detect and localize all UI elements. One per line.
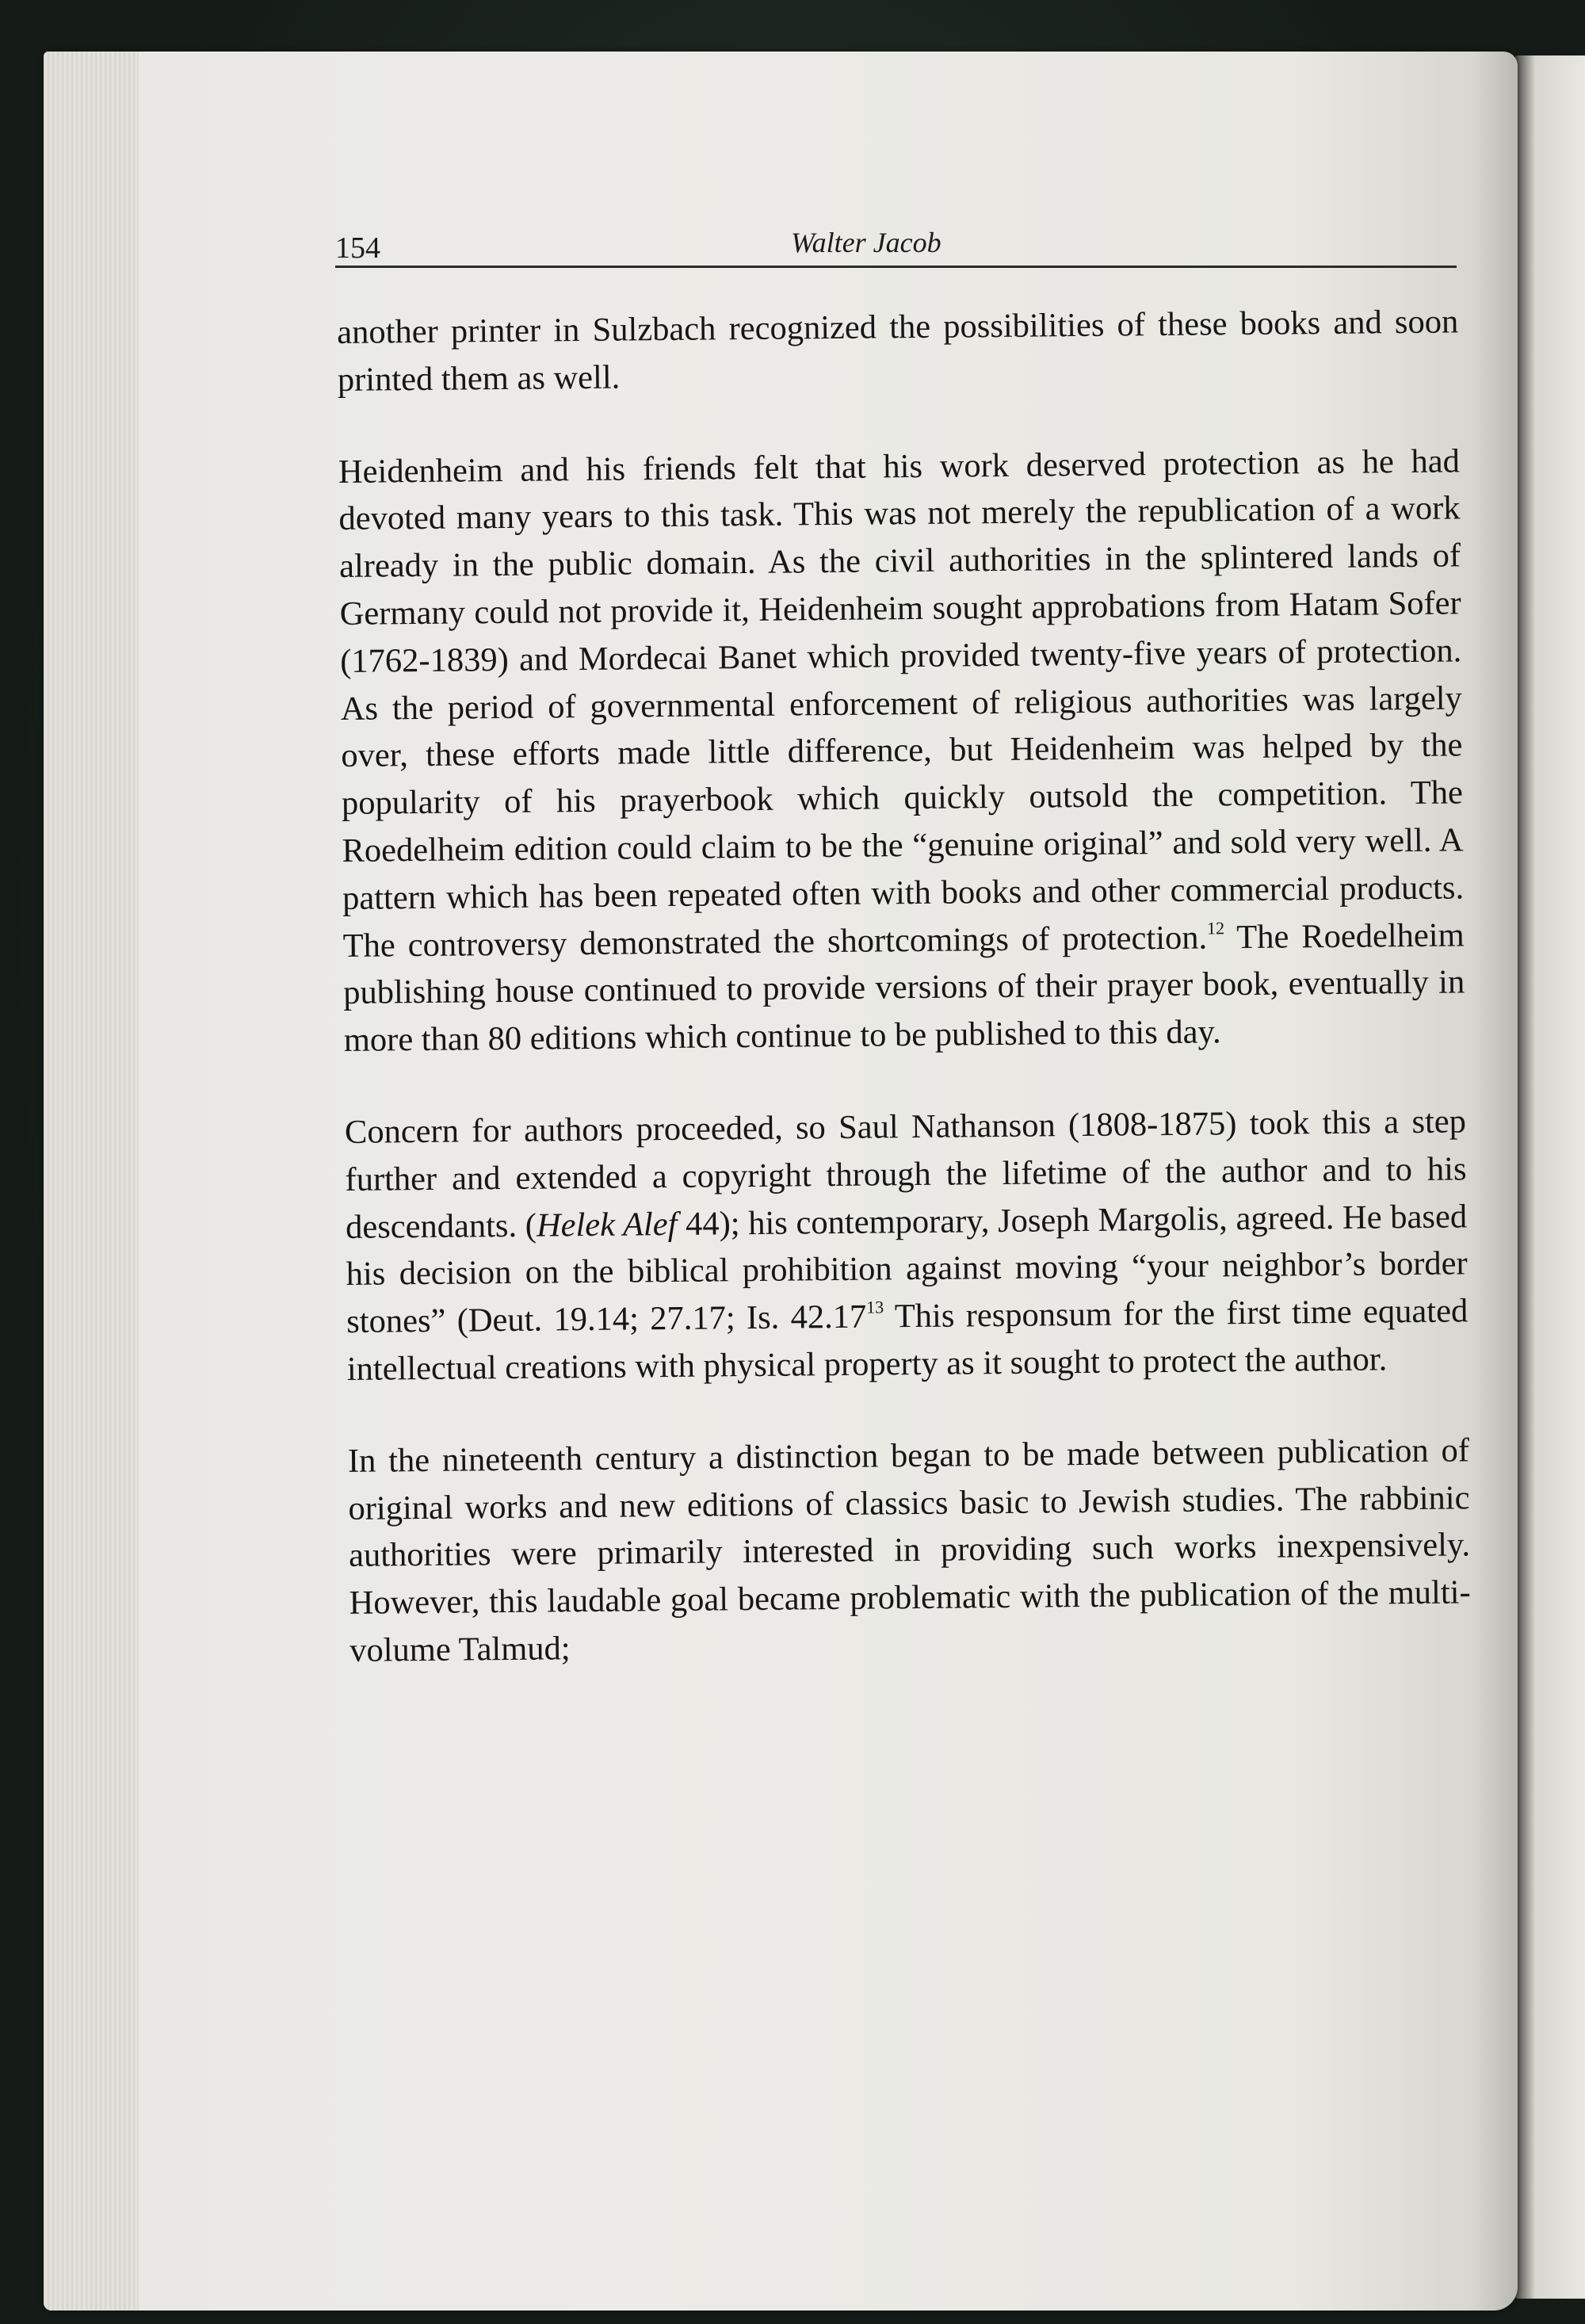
paragraph-2-text-after: The Roedelheim publishing house continued to provide versions of their prayer book, eventually in more than 80 editions which continue to be published to this day. — [343, 915, 1465, 1060]
paragraph-1 — [337, 298, 1459, 403]
paragraph-3-text: Concern for authors proceeded, so Saul Nathanson (1808-1875) took this a step further and extended a copyright through the lifetime of the author and to his descendants. ( — [344, 1103, 1467, 1246]
paragraph-3-text-after2: This responsum for the first time equated intellectual creations with physical property as it sought to protect the author. — [346, 1292, 1469, 1388]
running-title: Walter Jacob — [791, 227, 941, 258]
paragraph-3 — [345, 1098, 1469, 1393]
page-stack-edges — [44, 52, 139, 2311]
page-number: 154 — [335, 231, 380, 265]
body-text — [337, 298, 1472, 1718]
paragraph-1-text: another printer in Sulzbach recognized the possibilities of these books and soon printed them as well. — [337, 303, 1459, 399]
running-head — [335, 226, 1457, 268]
paragraph-4-text: In the nineteenth century a distinction began to be made between publication of original works and new editions of classics basic to Jewish studies. The rabbinic authorities were primarily interested in providing such works inexpensively. However, this laudable goal became problematic with the publication of the multi-volume Talmud; — [347, 1431, 1471, 1669]
next-page-edge — [1514, 55, 1585, 2299]
paragraph-3-text-after: 44); his contemporary, Joseph Margolis, agreed. He based his decision on the biblical prohibition against moving “your neighbor’s border stones” (Deut. 19.14; 27.17; Is. 42.17 — [346, 1197, 1468, 1341]
paragraph-4 — [348, 1427, 1472, 1675]
paragraph-3-italic-title: Helek Alef — [536, 1205, 678, 1244]
footnote-marker-13: 13 — [866, 1297, 884, 1317]
footnote-marker-12: 12 — [1206, 917, 1225, 938]
paragraph-2-text: Heidenheim and his friends felt that his work deserved protection as he had devoted many years to this task. This was not merely the republication of a work already in the public domain. As the civil authorities in the splintered lands of Germany could not provide it, Heidenheim sought approbations from Hatam Sofer (1762-1839) and Mordecai Banet which provided twenty-five years of protection. As the period of governmental enforcement of religious authorities was largely over, these efforts made little difference, but Heidenheim was helped by the popularity of his prayerbook which quickly outsold the competition. The Roedelheim edition could claim to be the “genuine original” and sold very well. A pattern which has been repeated often with books and other commercial products. The controversy demonstrated the shortcomings of protection. — [338, 442, 1465, 965]
paragraph-2 — [338, 438, 1465, 1065]
